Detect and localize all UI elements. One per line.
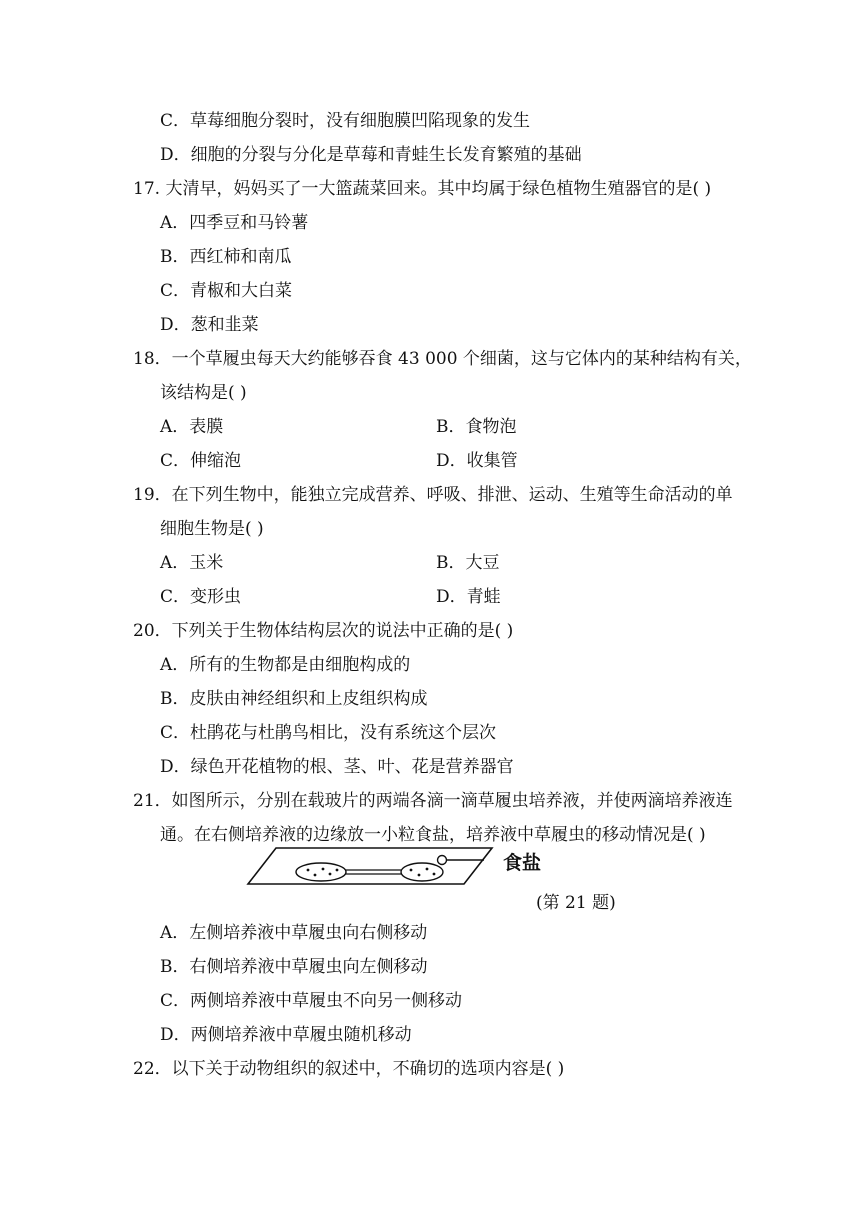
question-22: 22．以下关于动物组织的叙述中，不确切的选项内容是( )	[133, 1059, 565, 1079]
q16-option-d: D．细胞的分裂与分化是草莓和青蛙生长发育繁殖的基础	[160, 145, 582, 165]
question-20: 20．下列关于生物体结构层次的说法中正确的是( )	[133, 621, 514, 641]
q17-option-b: B．西红柿和南瓜	[160, 247, 292, 267]
figure-caption: (第 21 题)	[536, 893, 616, 913]
question-21-cont: 通。在右侧培养液的边缘放一小粒食盐，培养液中草履虫的移动情况是( )	[160, 825, 706, 845]
q17-option-d: D．葱和韭菜	[160, 315, 259, 335]
right-culture-drop	[401, 863, 443, 881]
q17-option-c: C．青椒和大白菜	[160, 281, 293, 301]
question-17: 17. 大清早，妈妈买了一大篮蔬菜回来。其中均属于绿色植物生殖器官的是( )	[133, 179, 712, 199]
q19-option-d: D．青蛙	[436, 587, 501, 607]
q20-option-d: D．绿色开花植物的根、茎、叶、花是营养器官	[160, 757, 514, 777]
q19-option-c: C．变形虫	[160, 587, 242, 607]
q17-option-a: A．四季豆和马铃薯	[160, 213, 309, 233]
q18-option-c: C．伸缩泡	[160, 451, 242, 471]
question-21: 21．如图所示，分别在载玻片的两端各滴一滴草履虫培养液，并使两滴培养液连	[133, 791, 733, 811]
q18-option-b: B．食物泡	[436, 417, 517, 437]
q20-option-c: C．杜鹃花与杜鹃鸟相比，没有系统这个层次	[160, 723, 497, 743]
slide-diagram	[244, 846, 544, 886]
q19-option-a: A．玉米	[160, 553, 224, 573]
question-19-cont: 细胞生物是( )	[160, 519, 264, 539]
salt-label: 食盐	[503, 852, 542, 874]
glass-slide	[248, 848, 492, 884]
q19-option-b: B．大豆	[436, 553, 500, 573]
q18-option-a: A．表膜	[160, 417, 224, 437]
q20-option-a: A．所有的生物都是由细胞构成的	[160, 655, 411, 675]
question-19: 19．在下列生物中，能独立完成营养、呼吸、排泄、运动、生殖等生命活动的单	[133, 485, 733, 505]
paramecium-dots	[307, 868, 436, 877]
question-18-cont: 该结构是( )	[160, 383, 247, 403]
q18-option-d: D．收集管	[436, 451, 518, 471]
q21-option-a: A．左侧培养液中草履虫向右侧移动	[160, 923, 428, 943]
q21-option-c: C．两侧培养液中草履虫不向另一侧移动	[160, 991, 463, 1011]
left-culture-drop	[296, 863, 346, 881]
question-18: 18．一个草履虫每天大约能够吞食 43 000 个细菌，这与它体内的某种结构有关，	[133, 349, 752, 369]
q21-option-b: B．右侧培养液中草履虫向左侧移动	[160, 957, 428, 977]
salt-grain	[438, 856, 447, 865]
q21-option-d: D．两侧培养液中草履虫随机移动	[160, 1025, 412, 1045]
q16-option-c: C．草莓细胞分裂时，没有细胞膜凹陷现象的发生	[160, 111, 531, 131]
q20-option-b: B．皮肤由神经组织和上皮组织构成	[160, 689, 428, 709]
